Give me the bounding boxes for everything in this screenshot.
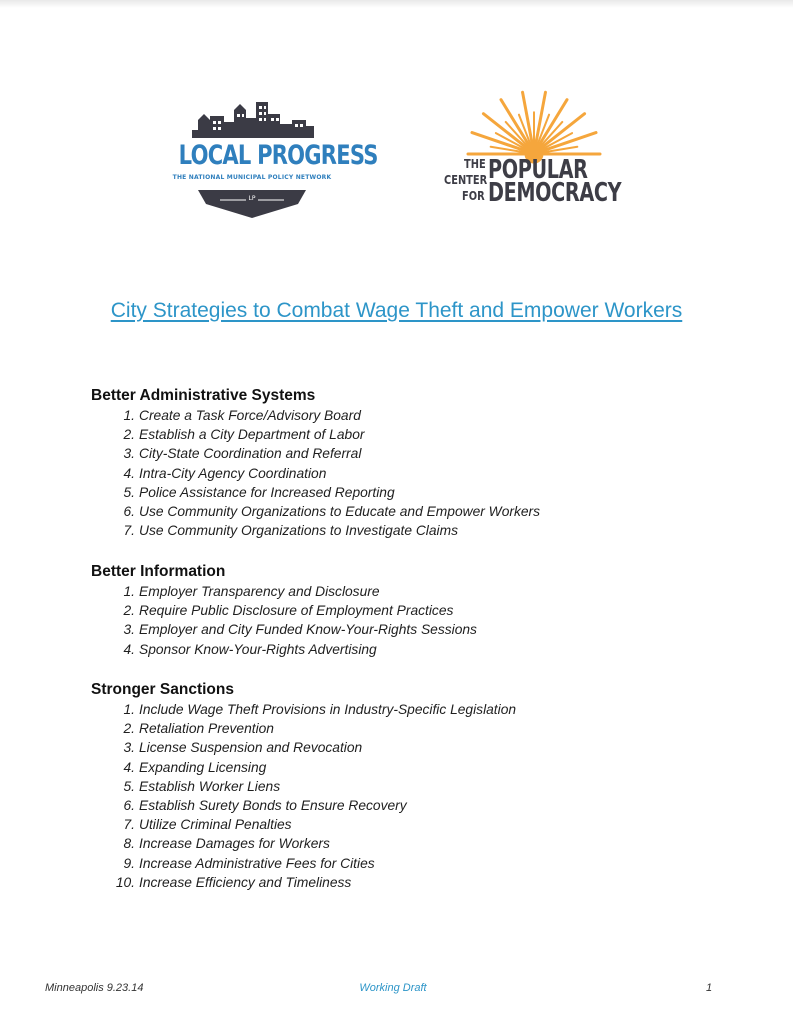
- list-text: License Suspension and Revocation: [139, 740, 363, 756]
- section-administrative-systems: [91, 386, 741, 540]
- list-item: [91, 502, 741, 521]
- list-text: Employer Transparency and Disclosure: [139, 584, 380, 599]
- list-number: 2.: [123, 427, 135, 443]
- list-number: 2.: [123, 603, 135, 619]
- list-text: Use Community Organizations to Investigate Claims: [139, 523, 458, 539]
- section-stronger-sanctions: [91, 680, 741, 892]
- list-number: 5.: [123, 484, 135, 500]
- list-text: Use Community Organizations to Educate and Empower Workers: [139, 503, 541, 519]
- list-number: 6.: [123, 797, 135, 813]
- list-item: [91, 854, 741, 873]
- document-title: City Strategies to Combat Wage Theft and Empower Workers: [110, 299, 683, 322]
- section-heading: Better Information: [91, 563, 226, 580]
- local-progress-logo: [158, 96, 378, 221]
- list-item: [91, 425, 741, 444]
- list-number: 1.: [123, 702, 135, 717]
- list-number: 7.: [123, 817, 135, 833]
- list-item: [91, 521, 741, 540]
- list-number: 9.: [123, 855, 135, 871]
- cpd-for: FOR: [462, 189, 485, 203]
- list-item: [91, 777, 741, 796]
- cpd-popular: POPULAR: [488, 155, 588, 185]
- list-text: Increase Damages for Workers: [139, 836, 330, 852]
- page-top-shadow: [0, 0, 793, 8]
- list-number: 3.: [123, 740, 135, 756]
- list-number: 4.: [123, 641, 135, 657]
- list-text: Police Assistance for Increased Reporting: [139, 484, 395, 500]
- list-number: 8.: [123, 836, 135, 852]
- list-item: [91, 444, 741, 463]
- list-text: Require Public Disclosure of Employment Practices: [139, 603, 454, 619]
- list-item: [91, 796, 741, 815]
- list-text: Retaliation Prevention: [139, 721, 274, 737]
- list-item: [91, 640, 741, 659]
- local-progress-wordmark: LOCAL PROGRESS: [178, 140, 378, 171]
- list-text: Sponsor Know-Your-Rights Advertising: [139, 641, 377, 657]
- list-number: 6.: [123, 503, 135, 519]
- section-better-information: [91, 562, 741, 659]
- list-item: [91, 834, 741, 853]
- strategy-list: [91, 582, 741, 659]
- list-text: Establish Surety Bonds to Ensure Recovery: [139, 797, 407, 813]
- list-text: Include Wage Theft Provisions in Industry-Specific Legislation: [139, 702, 517, 717]
- list-item: [91, 620, 741, 639]
- list-item: [91, 582, 741, 601]
- list-item: [91, 406, 741, 425]
- list-number: 1.: [123, 408, 135, 423]
- list-text: Employer and City Funded Know-Your-Rights Sessions: [139, 622, 477, 638]
- strategy-list: [91, 700, 741, 892]
- local-progress-badge: LP: [248, 195, 256, 202]
- list-item: [91, 815, 741, 834]
- list-item: [91, 719, 741, 738]
- list-number: 3.: [123, 622, 135, 638]
- list-item: [91, 464, 741, 483]
- list-text: Create a Task Force/Advisory Board: [139, 408, 361, 423]
- cpd-center: CENTER: [444, 173, 488, 187]
- list-number: 4.: [123, 465, 135, 481]
- list-text: City-State Coordination and Referral: [139, 446, 362, 462]
- list-item: [91, 758, 741, 777]
- list-item: [91, 738, 741, 757]
- list-text: Expanding Licensing: [139, 759, 267, 775]
- list-number: 5.: [123, 778, 135, 794]
- popular-democracy-logo: [438, 78, 628, 213]
- list-text: Establish a City Department of Labor: [139, 427, 365, 443]
- local-progress-tagline: THE NATIONAL MUNICIPAL POLICY NETWORK: [172, 174, 332, 181]
- section-heading: Better Administrative Systems: [91, 387, 316, 404]
- footer-location-date: Minneapolis 9.23.14: [45, 982, 144, 994]
- strategy-list: [91, 406, 741, 540]
- list-number: 3.: [123, 446, 135, 462]
- list-number: 10.: [115, 874, 135, 890]
- cpd-the: THE: [464, 157, 486, 171]
- section-heading: Stronger Sanctions: [91, 681, 234, 698]
- page-number: 1: [706, 982, 713, 994]
- list-number: 7.: [123, 523, 135, 539]
- footer-draft-label: Working Draft: [359, 982, 427, 994]
- list-number: 1.: [123, 584, 135, 599]
- list-item: [91, 483, 741, 502]
- list-text: Intra-City Agency Coordination: [139, 465, 327, 481]
- list-number: 2.: [123, 721, 135, 737]
- list-text: Increase Administrative Fees for Cities: [139, 855, 375, 871]
- list-number: 4.: [123, 759, 135, 775]
- list-item: [91, 700, 741, 719]
- list-text: Establish Worker Liens: [139, 778, 281, 794]
- cpd-democracy: DEMOCRACY: [488, 178, 622, 208]
- list-item: [91, 601, 741, 620]
- list-item: [91, 873, 741, 892]
- list-text: Increase Efficiency and Timeliness: [139, 874, 352, 890]
- list-text: Utilize Criminal Penalties: [139, 817, 292, 833]
